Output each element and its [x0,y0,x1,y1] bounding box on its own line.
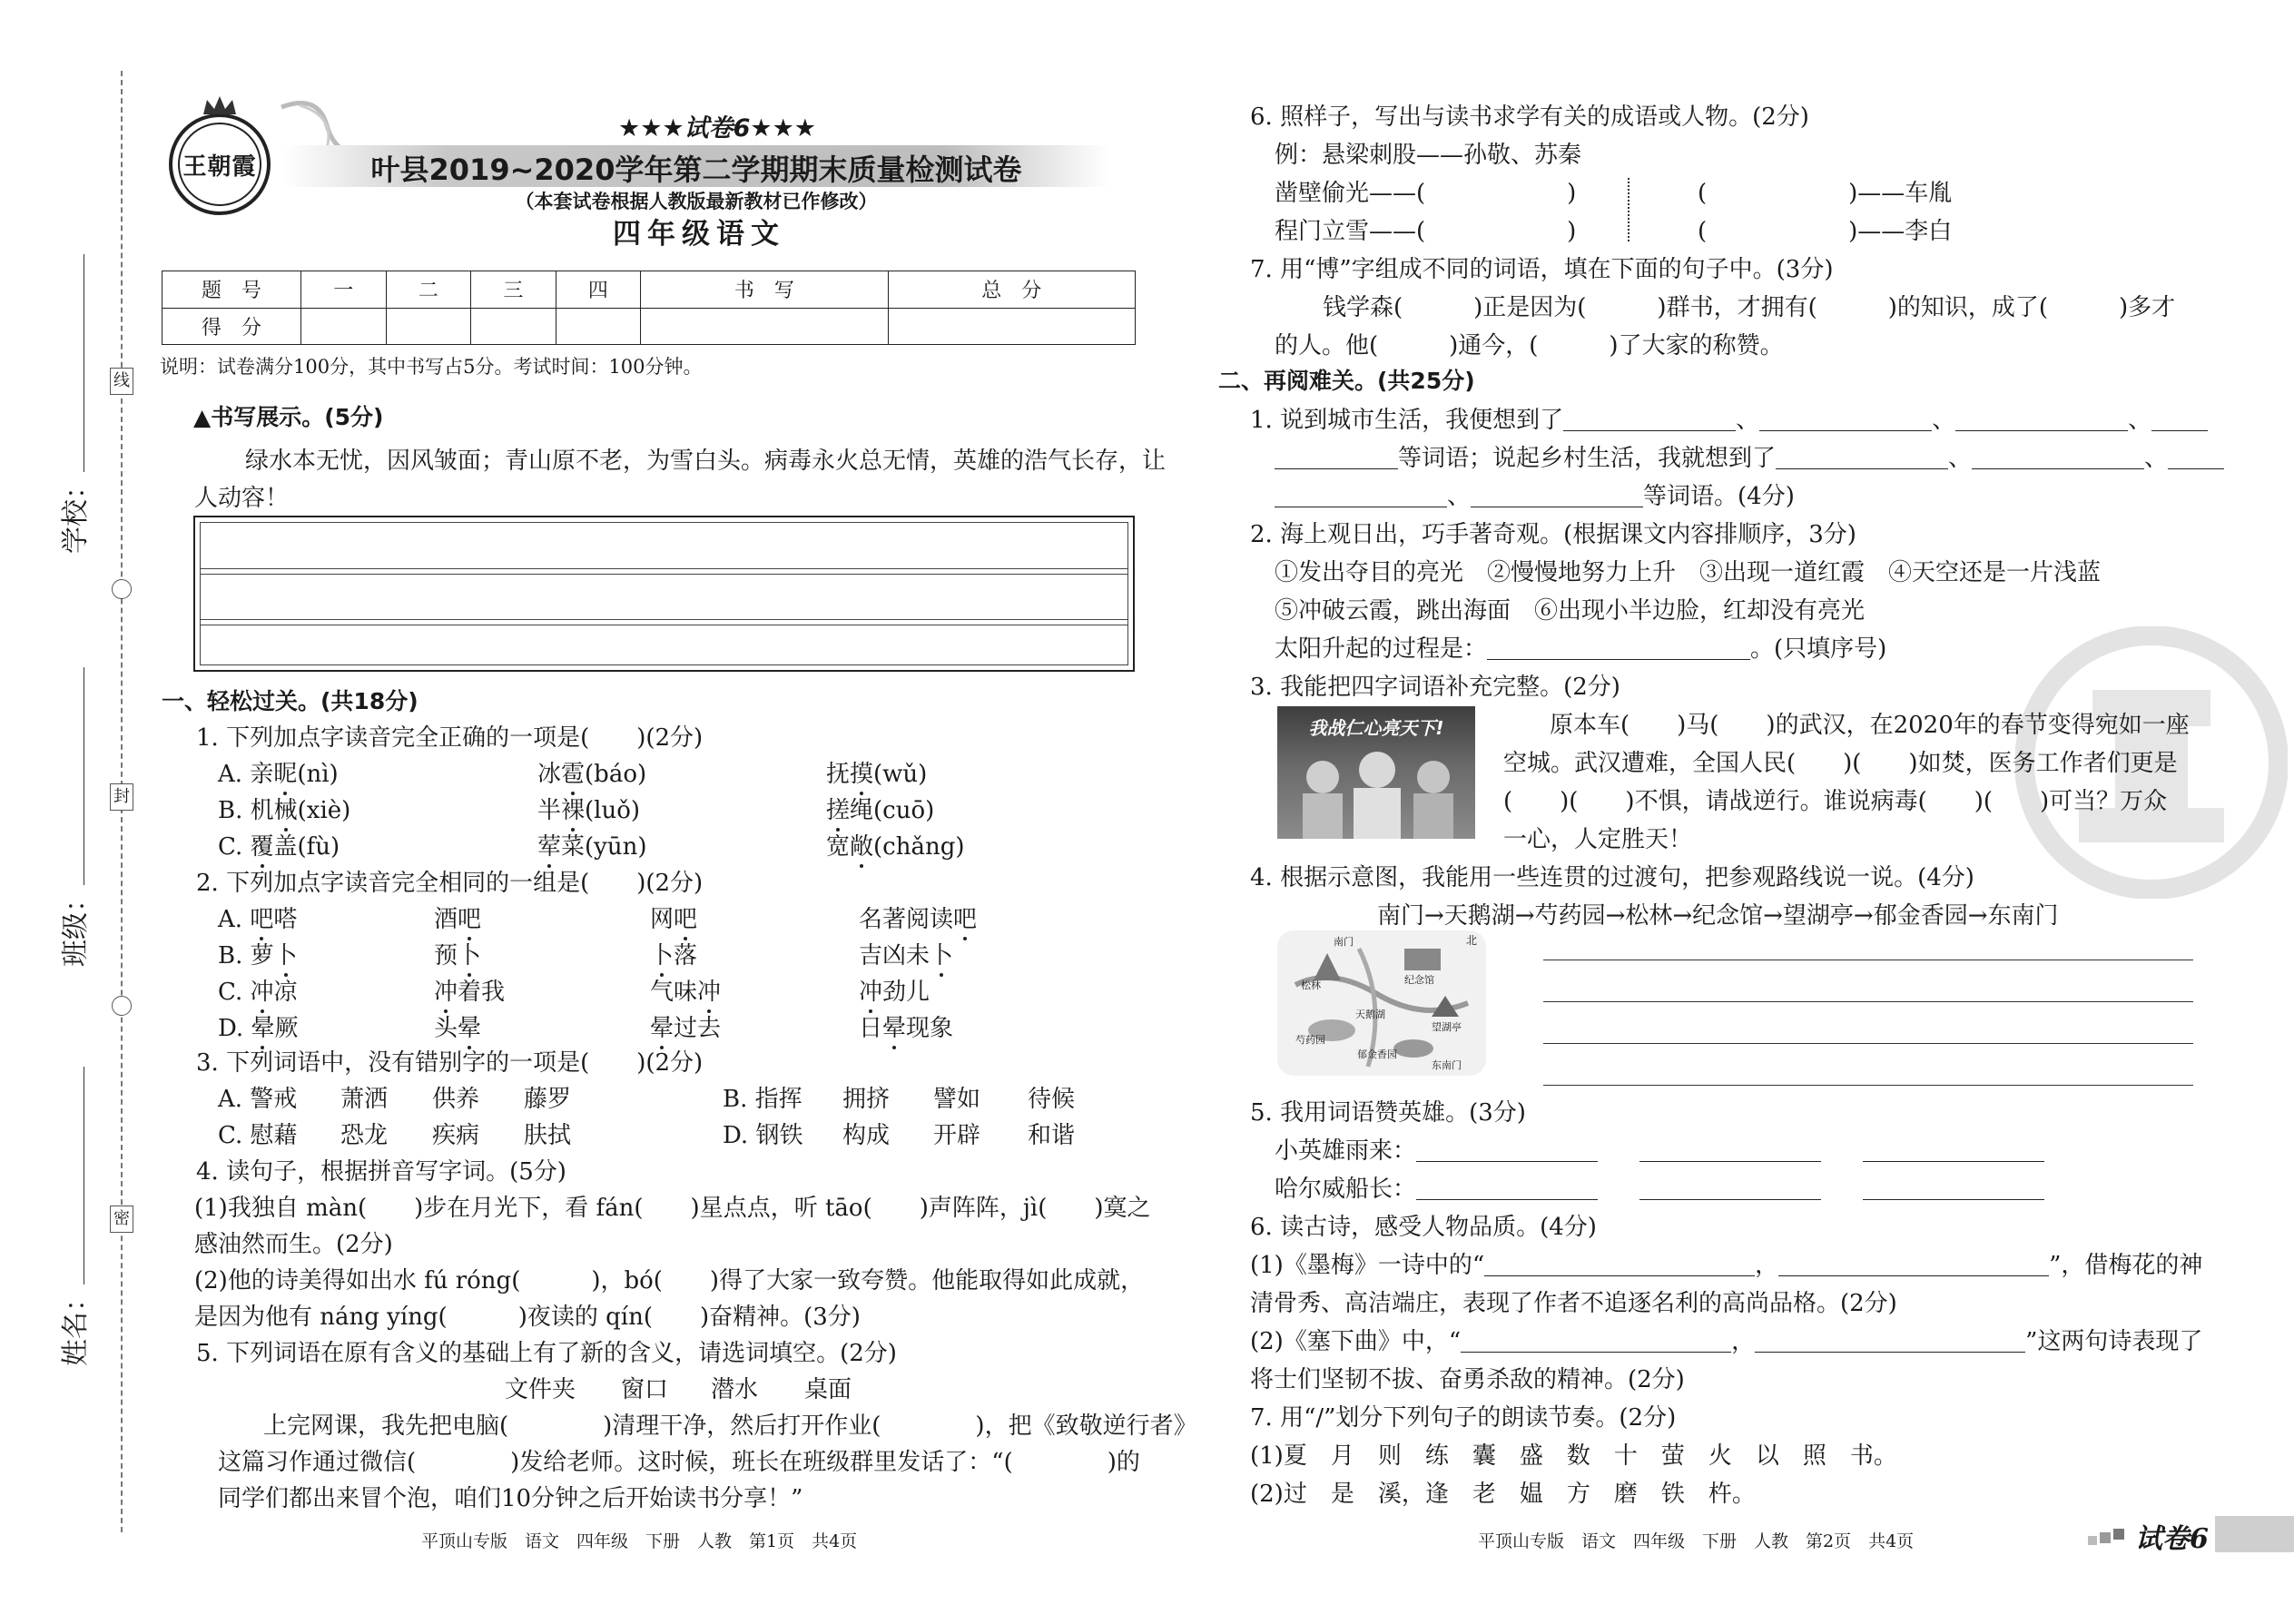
q2-option: 网吧 [650,906,698,933]
map-label: 松林 [1301,979,1321,991]
map-label: 纪念馆 [1404,974,1434,986]
p2-q5-b: 哈尔威船长： [1275,1170,2044,1204]
q3-option: B. 指挥 [723,1086,802,1113]
q2-option: 卜落 [650,942,698,969]
p2-q6-line3: (2)《塞下曲》中，“ ， ”这两句诗表现了 [1250,1328,2203,1355]
r-q7-line: 的人。他( )通今，( )了大家的称赞。 [1275,332,1784,359]
p2-q3-line: ( )( )不惧，请战逆行。谁说病毒( )( )可当？万众 [1503,788,2168,815]
q2-option: B. 萝卜 [218,942,298,969]
q1-option: C. 覆盖(fù) [218,833,340,861]
q3-option: C. 慰藉 [218,1122,298,1149]
map-label: 芍药园 [1295,1034,1325,1046]
p2-q5-stem: 5. 我用词语赞英雄。(3分) [1250,1099,1526,1127]
score-cell[interactable] [641,308,888,345]
map-label: 南门 [1334,936,1354,948]
q5-stem: 5. 下列词语在原有含义的基础上有了新的含义，请选词填空。(2分) [196,1340,897,1367]
q4-stem: 4. 读句子，根据拼音写字词。(5分) [196,1158,566,1186]
exam-note: 说明：试卷满分100分，其中书写占5分。考试时间：100分钟。 [160,356,703,378]
class-field[interactable] [54,667,91,967]
r-q6-stem: 6. 照样子，写出与读书求学有关的成语或人物。(2分) [1250,103,1809,131]
q2-option: 吉凶未卜 [859,942,954,969]
q3-option: 供养 [432,1086,480,1113]
map-label: 望湖亭 [1432,1021,1462,1033]
q1-option: 抚摸(wǔ) [826,761,928,788]
q5-line: 上完网课，我先把电脑( )清理干净，然后打开作业( )，把《致敬逆行者》 [263,1412,1197,1440]
q5-word: 文件夹 [505,1376,576,1403]
r-q6-a1: 凿壁偷光——( ) [1275,180,1577,207]
q3-option: 和谐 [1028,1122,1076,1149]
q1-option: A. 亲昵(nì) [218,761,339,788]
q4-line: (1)我独自 màn( )步在月光下，看 fán( )星点点，听 tāo( )声阵阵，jì( )寞之 [194,1195,1151,1222]
corner-tag: 试卷6 [2135,1523,2209,1555]
q5-line: 这篇习作通过微信( )发给老师。这时候，班长在班级群里发话了：“( )的 [218,1449,1140,1476]
score-table [162,271,1136,345]
p2-q3-line: 空城。武汉遭难，全国人民( )( )如焚，医务工作者们更是 [1503,750,2178,777]
writing-title: ▲书写展示。(5分) [193,404,384,430]
q5-word: 窗口 [621,1376,669,1403]
p2-q7-line: (1)夏 月 则 练 囊 盛 数 十 萤 火 以 照 书。 [1250,1442,1897,1470]
school-field[interactable] [54,254,91,554]
q5-word: 桌面 [804,1376,852,1403]
q5-line: 同学们都出来冒个泡，咱们10分钟之后开始读书分享！” [218,1485,803,1512]
r-q6-a2: 程门立雪——( ) [1275,218,1577,245]
q2-option: D. 晕厥 [218,1015,299,1042]
exam-title: 叶县2019~2020学年第二学期期末质量检测试卷 [370,153,1022,187]
map-label: 天鹅湖 [1355,1009,1385,1020]
p2-q4-stem: 4. 根据示意图，我能用一些连贯的过渡句，把参观路线说一说。(4分) [1250,864,1974,891]
score-header-cell: 书 写 [641,271,888,309]
q3-option: 恐龙 [340,1122,389,1149]
p2-q5-a: 小英雄雨来： [1275,1132,2044,1166]
q5-word: 潜水 [711,1376,759,1403]
dotted-divider [1628,178,1629,241]
q2-option: 气味冲 [650,979,722,1006]
p2-q1-line1: 1. 说到城市生活，我便想到了 、 、 、 [1250,401,2208,435]
q3-option: D. 钢铁 [723,1122,803,1149]
q3-option: 疾病 [432,1122,480,1149]
score-header-cell: 一 [301,271,387,309]
p2-q6-line2: 清骨秀、高洁端庄，表现了作者不追逐名利的高尚品格。(2分) [1250,1290,1897,1317]
q2-option: 名著阅读吧 [859,906,978,933]
park-map [1277,930,1486,1076]
q3-option: 待候 [1028,1086,1076,1113]
r-q6-b1: ( )——车胤 [1698,180,1953,207]
q2-option: 冲着我 [434,979,506,1006]
part1-title: 一、轻松过关。(共18分) [162,688,418,714]
q3-option: 开辟 [933,1122,981,1149]
q1-stem: 1. 下列加点字读音完全正确的一项是( )(2分) [196,724,704,752]
r-q7-line: 钱学森( )正是因为( )群书，才拥有( )的知识，成了( )多才 [1323,294,2176,321]
subject-title: 四年级语文 [613,218,785,251]
score-header-cell: 题 号 [162,271,301,309]
q3-option: 构成 [842,1122,891,1149]
p2-q3-stem: 3. 我能把四字词语补充完整。(2分) [1250,674,1620,701]
score-cell[interactable] [471,308,556,345]
footer-left: 平顶山专版 语文 四年级 下册 人教 第1页 共4页 [421,1531,858,1551]
q2-option: 预卜 [434,942,482,969]
q1-option: 荤菜(yūn) [537,833,647,861]
p2-q7-stem: 7. 用“/”划分下列句子的朗读节奏。(2分) [1250,1404,1677,1432]
q2-option: 头晕 [434,1015,482,1042]
score-header-cell: 二 [386,271,471,309]
q3-option: 譬如 [933,1086,981,1113]
r-q6-example: 例：悬梁刺股——孙敬、苏秦 [1275,142,1582,169]
p2-q2-options: ⑤冲破云霞，跳出海面 ⑥出现小半边脸，红却没有亮光 [1275,597,1866,625]
q1-option: B. 机械(xiè) [218,797,351,824]
q3-option: A. 警戒 [218,1086,298,1113]
logo-seal [169,113,271,215]
r-q7-stem: 7. 用“博”字组成不同的词语，填在下面的句子中。(3分) [1250,256,1834,283]
q2-stem: 2. 下列加点字读音完全相同的一组是( )(2分) [196,870,704,897]
writing-text-1: 绿水本无忧，因风皱面；青山原不老，为雪白头。病毒永火总无情，英雄的浩气长存，让 [245,448,1167,475]
corner-tag-bar [2215,1516,2294,1552]
p2-q4-route: 南门→天鹅湖→芍药园→松林→纪念馆→望湖亭→郁金香园→东南门 [1377,902,2059,930]
q1-option: 宽敞(chǎng) [826,833,965,861]
q3-option: 萧洒 [340,1086,389,1113]
q4-answer-line[interactable] [1543,1085,2193,1086]
p2-q2-stem: 2. 海上观日出，巧手著奇观。(根据课文内容排顺序，3分) [1250,521,1856,548]
footer-right: 平顶山专版 语文 四年级 下册 人教 第2页 共4页 [1478,1531,1915,1551]
q4-answer-line[interactable] [1543,1043,2193,1044]
q3-option: 藤罗 [524,1086,572,1113]
seal-mark-top: 线 [110,368,133,395]
score-cell[interactable] [386,308,471,345]
q2-option: 日晕现象 [859,1015,954,1042]
name-label: 姓名： [60,1284,92,1366]
score-header-cell: 总 分 [888,271,1135,309]
writing-box[interactable] [193,516,1135,672]
q3-stem: 3. 下列词语中，没有错别字的一项是( )(2分) [196,1049,704,1077]
poster-caption: 我战仁心亮天下! [1308,717,1444,739]
paper-tag: ★★★试卷6★★★ [617,114,817,143]
p2-q6-line1: (1)《墨梅》一诗中的“ ， ”，借梅花的神 [1250,1252,2203,1279]
score-row-label: 得 分 [162,308,301,345]
score-cell[interactable] [301,308,387,345]
p2-q3-line: 一心，人定胜天！ [1503,826,1693,853]
q2-option: 冲劲儿 [859,979,930,1006]
poster-image [1277,706,1475,839]
score-cell[interactable] [556,308,641,345]
seal-mark-mid: 封 [110,783,133,811]
writing-text-2: 人动容！ [194,485,290,512]
q4-line: (2)他的诗美得如出水 fú róng( )，bó( )得了大家一致夸赞。他能取得如此成就， [194,1267,1145,1294]
score-cell[interactable] [888,308,1135,345]
q1-option: 半裸(luǒ) [537,797,641,824]
p2-q1-line2: 等词语；说起乡村生活，我就想到了 、 、 [1275,439,2224,473]
seal-mark-bot: 密 [110,1206,133,1233]
q1-option: 冰雹(báo) [537,761,647,788]
p2-q6-line4: 将士们坚韧不拔、奋勇杀敌的精神。(2分) [1250,1366,1685,1393]
exam-subtitle: （本套试卷根据人教版最新教材已作修改） [515,190,878,212]
p2-q2-options: ①发出夺目的亮光 ②慢慢地努力上升 ③出现一道红霞 ④天空还是一片浅蓝 [1275,559,2102,586]
p2-q3-line: 原本车( )马( )的武汉，在2020年的春节变得宛如一座 [1550,712,2190,739]
name-field[interactable] [54,1067,91,1366]
part2-title: 二、再阅难关。(共25分) [1218,368,1475,394]
score-header-cell: 三 [471,271,556,309]
q3-option: 肤拭 [524,1122,572,1149]
logo-crown-icon [202,94,238,116]
class-label: 班级： [60,885,92,967]
north-arrow-icon: 北 [1466,934,1478,947]
q2-option: 酒吧 [434,906,482,933]
q2-option: C. 冲凉 [218,979,298,1006]
q4-line: 感油然而生。(2分) [194,1231,393,1258]
p2-q1-line3: 、 等词语。(4分) [1275,477,1795,511]
binding-circle-1 [112,579,132,599]
school-label: 学校： [60,472,92,554]
score-header-cell: 四 [556,271,641,309]
map-label: 郁金香园 [1357,1048,1397,1060]
p2-q6-stem: 6. 读古诗，感受人物品质。(4分) [1250,1214,1597,1241]
q3-option: 拥挤 [842,1086,891,1113]
logo-text: 王朝霞 [182,153,257,181]
q2-option: 晕过去 [650,1015,722,1042]
p2-q7-line: (2)过 是 溪，逢 老 媪 方 磨 铁 杵。 [1250,1481,1756,1508]
q2-option: A. 吧嗒 [218,906,298,933]
q1-option: 搓绳(cuō) [826,797,935,824]
r-q6-b2: ( )——李白 [1698,218,1953,245]
map-label: 东南门 [1432,1059,1462,1071]
q4-answer-line[interactable] [1543,1001,2193,1002]
binding-circle-2 [112,996,132,1016]
p2-q2-answer: 太阳升起的过程是： 。(只填序号) [1275,635,1887,663]
corner-squares-icon [2088,1523,2124,1550]
q4-line: 是因为他有 náng yíng( )夜读的 qín( )奋精神。(3分) [194,1304,861,1331]
